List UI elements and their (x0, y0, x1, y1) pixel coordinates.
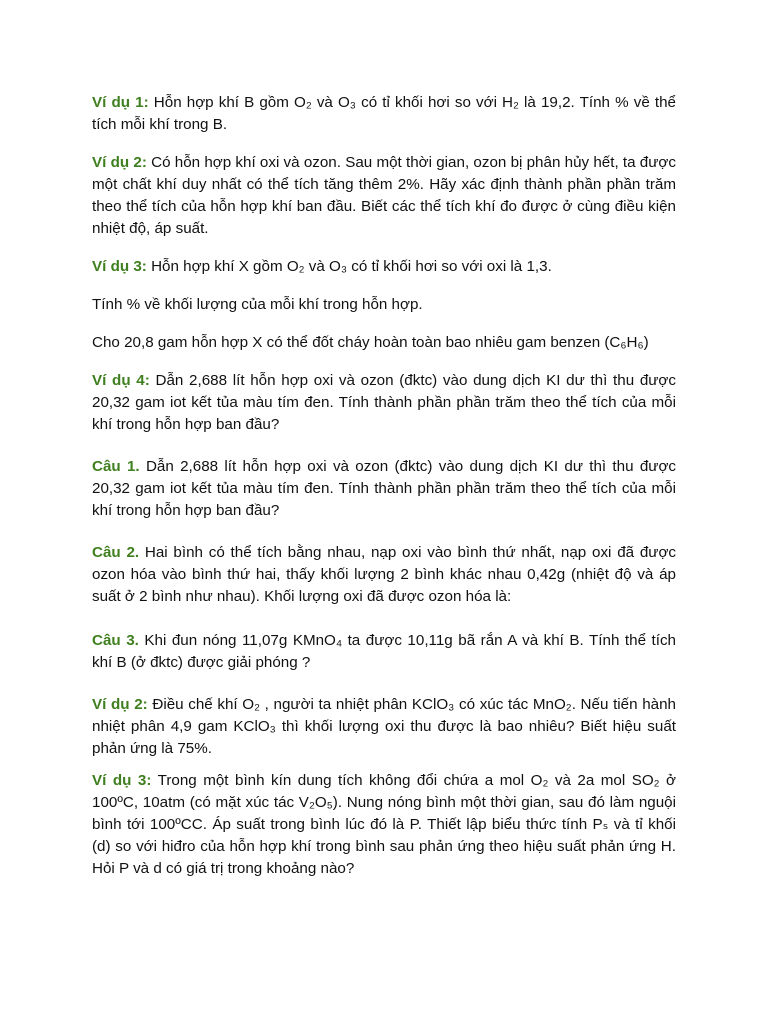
paragraph-text: Tính % về khối lượng của mỗi khí trong hỗn hợp. (92, 296, 423, 313)
paragraph-vi-du-4 (92, 370, 676, 436)
paragraph-text: Hỗn hợp khí X gồm O₂ và O₃ có tỉ khối hơi so với oxi là 1,3. (146, 258, 552, 275)
paragraph-text: Điều chế khí O₂ , người ta nhiệt phân KClO₃ có xúc tác MnO₂. Nếu tiến hành nhiệt phân 4,9 gam KClO₃ thì khối lượng oxi thu được là bao nhiêu? Biết hiệu suất phản ứng là 75%. (92, 696, 676, 757)
paragraph-label: Câu 3. (92, 632, 139, 649)
paragraph-vi-du-2-dieu-che (92, 694, 676, 760)
paragraph-vi-du-2 (92, 152, 676, 240)
paragraph-label: Ví dụ 3: (92, 258, 147, 275)
paragraph-vi-du-3 (92, 256, 676, 278)
paragraph-benzen (92, 332, 676, 354)
paragraph-label: Ví dụ 3: (92, 772, 152, 789)
paragraph-vi-du-3-binh-kin (92, 770, 676, 880)
paragraph-text: Dẫn 2,688 lít hỗn hợp oxi và ozon (đktc) vào dung dịch KI dư thì thu được 20,32 gam iot kết tủa màu tím đen. Tính thành phần phần trăm theo thể tích của mỗi khí trong hỗn hợp ban đầu? (92, 458, 677, 519)
paragraph-label: Ví dụ 1: (92, 94, 149, 111)
paragraph-cau-1 (92, 456, 676, 522)
document-page (92, 92, 676, 896)
paragraph-text: Trong một bình kín dung tích không đổi chứa a mol O₂ và 2a mol SO₂ ở 100ºC, 10atm (có mặt xúc tác V₂O₅). Nung nóng bình một thời gian, sau đó làm nguội bình tới 100ºCC. Áp suất trong bình lúc đó là P. Thiết lập biểu thức tính Pₛ và tỉ khối (d) so với hiđro của hỗn hợp khí trong bình sau phản ứng theo hiệu suất phản ứng H. Hỏi P và d có giá trị trong khoảng nào? (92, 772, 676, 877)
paragraph-label: Câu 1. (92, 458, 140, 475)
paragraph-text: Hỗn hợp khí B gồm O₂ và O₃ có tỉ khối hơi so với H₂ là 19,2. Tính % về thể tích mỗi khí trong B. (92, 94, 677, 133)
paragraph-label: Ví dụ 2: (92, 154, 147, 171)
paragraph-vi-du-1 (92, 92, 676, 136)
paragraph-label: Ví dụ 4: (92, 372, 150, 389)
paragraph-label: Ví dụ 2: (92, 696, 148, 713)
paragraph-cau-3 (92, 630, 676, 674)
paragraph-text: Có hỗn hợp khí oxi và ozon. Sau một thời gian, ozon bị phân hủy hết, ta được một chất khí duy nhất có thể tích tăng thêm 2%. Hãy xác định thành phần phần trăm theo thể tích của hỗn hợp khí ban đầu. Biết các thể tích khí đo được ở cùng điều kiện nhiệt độ, áp suất. (92, 154, 676, 237)
paragraph-text: Khi đun nóng 11,07g KMnO₄ ta được 10,11g bã rắn A và khí B. Tính thể tích khí B (ở đktc) được giải phóng ? (92, 632, 677, 671)
paragraph-text: Dẫn 2,688 lít hỗn hợp oxi và ozon (đktc) vào dung dịch KI dư thì thu được 20,32 gam iot kết tủa màu tím đen. Tính thành phần phần trăm theo thể tích của mỗi khí trong hỗn hợp ban đầu? (92, 372, 676, 433)
paragraph-text: Cho 20,8 gam hỗn hợp X có thể đốt cháy hoàn toàn bao nhiêu gam benzen (C₆H₆) (92, 334, 649, 351)
paragraph-label: Câu 2. (92, 544, 140, 561)
paragraph-tinh-khoi-luong (92, 294, 676, 316)
paragraph-text: Hai bình có thể tích bằng nhau, nạp oxi vào bình thứ nhất, nạp oxi đã được ozon hóa vào bình thứ hai, thấy khối lượng 2 bình khác nhau 0,42g (nhiệt độ và áp suất ở 2 bình như nhau). Khối lượng oxi đã được ozon hóa là: (92, 544, 677, 605)
paragraph-cau-2 (92, 542, 676, 608)
